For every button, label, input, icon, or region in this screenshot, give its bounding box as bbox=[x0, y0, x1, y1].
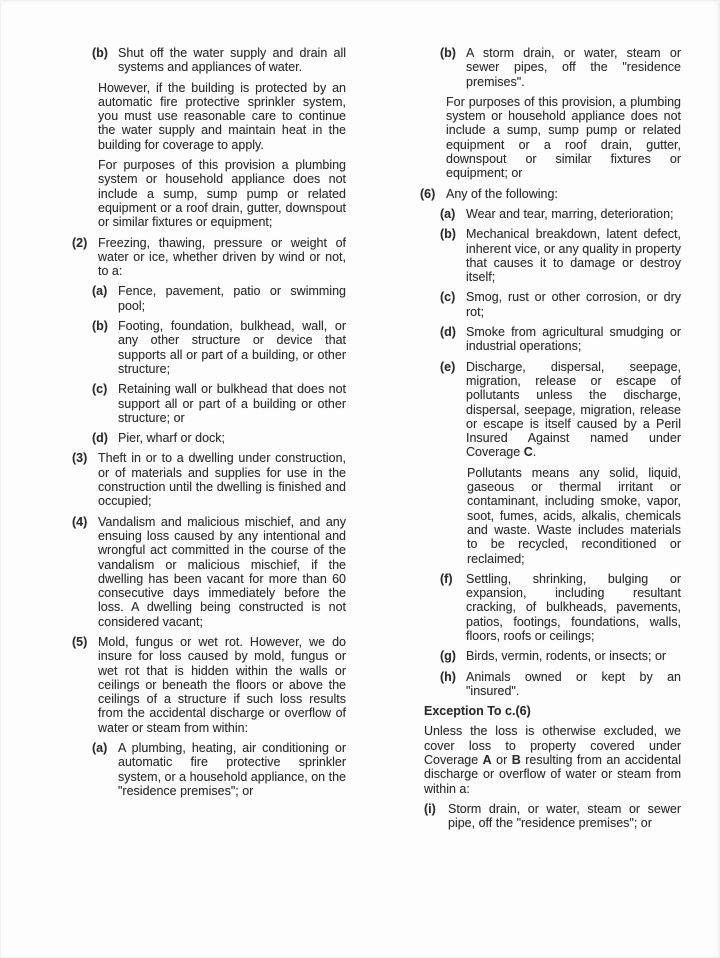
item-marker: (a) bbox=[92, 741, 108, 756]
item-marker: (d) bbox=[440, 325, 456, 340]
list-item bbox=[72, 741, 346, 798]
text-run: Smog, rust or other corrosion, or dry rot; bbox=[466, 290, 681, 319]
text-run: Discharge, dispersal, seepage, migration, release or escape of pollutants unless the discharge, dispersal, seepage, migration, release or escape is itself caused by a Peril Insured Against named under Coverage C. bbox=[466, 359, 681, 460]
item-marker: (h) bbox=[440, 669, 456, 684]
text-run: However, if the building is protected by an automatic fire protective sprinkler system, you must use reasonable care to continue the water supply and maintain heat in the building for coverage to apply. bbox=[98, 80, 346, 152]
list-item bbox=[420, 649, 681, 663]
text-run: Pollutants means any solid, liquid, gaseous or thermal irritant or contaminant, including smoke, vapor, soot, fumes, acids, alkalis, chemicals and waste. Waste includes materials to be recycled, reconditioned or reclaimed; bbox=[467, 465, 681, 566]
text-run: For purposes of this provision, a plumbing system or household appliance does not include a sump, sump pump or related equipment or a roof drain, gutter, downspout or similar fixtures or equipment; or bbox=[446, 94, 681, 181]
text-run: Vandalism and malicious mischief, and any ensuing loss caused by any intentional and wrongful act committed in the course of the vandalism or malicious mischief, if the dwelling has been vacant for more than 60 consecutive days immediately before the loss. A dwelling being constructed is not considered vacant; bbox=[98, 514, 346, 629]
item-marker: (g) bbox=[440, 649, 456, 664]
list-item bbox=[420, 802, 681, 831]
text-run: A storm drain, or water, steam or sewer pipes, off the "residence premises". bbox=[466, 46, 681, 89]
list-item bbox=[72, 431, 346, 445]
paragraph bbox=[420, 466, 681, 566]
item-marker: (f) bbox=[440, 571, 453, 586]
text-run: Smoke from agricultural smudging or industrial operations; bbox=[466, 325, 681, 354]
text-run: Freezing, thawing, pressure or weight of water or ice, whether driven by wind or not, to a: bbox=[98, 235, 346, 279]
text-run: Mechanical breakdown, latent defect, inherent vice, or any quality in property that causes it to damage or destroy itself; bbox=[466, 227, 681, 285]
item-marker: (c) bbox=[92, 382, 108, 397]
text-run: For purposes of this provision a plumbing system or household appliance does not include a sump, sump pump or related equipment or a roof drain, gutter, downspout or similar fixtures or equipment; bbox=[98, 158, 346, 230]
item-marker: (i) bbox=[424, 801, 436, 816]
list-item bbox=[420, 670, 681, 699]
text-run: Birds, vermin, rodents, or insects; or bbox=[466, 649, 667, 664]
right-column bbox=[420, 46, 681, 837]
list-item bbox=[420, 227, 681, 284]
text-run: Wear and tear, marring, deterioration; bbox=[466, 206, 674, 221]
paragraph bbox=[72, 158, 346, 229]
item-marker: (3) bbox=[72, 451, 88, 466]
text-run: A plumbing, heating, air conditioning or automatic fire protective sprinkler system, or a household appliance, on the "residence premises"; or bbox=[118, 741, 346, 798]
item-marker: (2) bbox=[72, 235, 88, 250]
text-run: Exception To c.(6) bbox=[424, 704, 531, 719]
item-marker: (6) bbox=[420, 186, 436, 201]
list-item bbox=[72, 319, 346, 376]
item-marker: (b) bbox=[440, 227, 456, 242]
list-item bbox=[420, 572, 681, 643]
list-item bbox=[72, 284, 346, 313]
text-run: Fence, pavement, patio or swimming pool; bbox=[118, 284, 346, 313]
left-column bbox=[72, 46, 346, 804]
item-marker: (e) bbox=[440, 359, 456, 374]
list-item bbox=[420, 187, 681, 201]
text-run: Animals owned or kept by an "insured". bbox=[466, 669, 681, 698]
item-marker: (a) bbox=[440, 206, 456, 221]
paragraph bbox=[420, 95, 681, 181]
list-item bbox=[420, 325, 681, 354]
list-item bbox=[72, 515, 346, 629]
text-run: Footing, foundation, bulkhead, wall, or any other structure or device that supports all or part of a building, or other structure; bbox=[118, 319, 346, 376]
text-run: Theft in or to a dwelling under construction, or of materials and supplies for use in the construction until the dwelling is finished and occupied; bbox=[98, 451, 346, 509]
text-run: Pier, wharf or dock; bbox=[118, 431, 225, 446]
paragraph bbox=[72, 81, 346, 152]
item-marker: (5) bbox=[72, 634, 88, 649]
item-marker: (4) bbox=[72, 514, 88, 529]
text-run: Any of the following: bbox=[446, 186, 558, 201]
list-item bbox=[72, 46, 346, 75]
paragraph bbox=[420, 724, 681, 795]
text-run: Mold, fungus or wet rot. However, we do insure for loss caused by mold, fungus or wet rot that is hidden within the walls or ceilings or beneath the floors or above the ceilings of a structure if such loss results from the accidental discharge or overflow of water or steam from within: bbox=[98, 634, 346, 735]
list-item bbox=[72, 382, 346, 425]
text-run: Storm drain, or water, steam or sewer pipe, off the "residence premises"; or bbox=[448, 801, 681, 831]
list-item bbox=[72, 635, 346, 735]
section-heading bbox=[420, 704, 681, 718]
item-marker: (a) bbox=[92, 284, 108, 299]
text-run: Settling, shrinking, bulging or expansion, including resultant cracking, of bulkheads, pavements, patios, footings, foundations, walls, floors, roofs or ceilings; bbox=[466, 571, 681, 643]
text-run: Retaining wall or bulkhead that does not support all or part of a building or other structure; or bbox=[118, 382, 346, 425]
list-item bbox=[72, 451, 346, 508]
item-marker: (d) bbox=[92, 431, 108, 446]
list-item bbox=[72, 236, 346, 279]
text-run: Unless the loss is otherwise excluded, we cover loss to property covered under Coverage A or B resulting from an accidental discharge or overflow of water or steam from within a: bbox=[424, 724, 681, 796]
item-marker: (c) bbox=[440, 290, 456, 305]
item-marker: (b) bbox=[440, 46, 456, 60]
list-item bbox=[420, 360, 681, 460]
list-item bbox=[420, 207, 681, 221]
text-run: Shut off the water supply and drain all systems and appliances of water. bbox=[118, 46, 346, 75]
item-marker: (b) bbox=[92, 319, 108, 334]
list-item bbox=[420, 290, 681, 319]
list-item bbox=[420, 46, 681, 89]
item-marker: (b) bbox=[92, 46, 108, 60]
